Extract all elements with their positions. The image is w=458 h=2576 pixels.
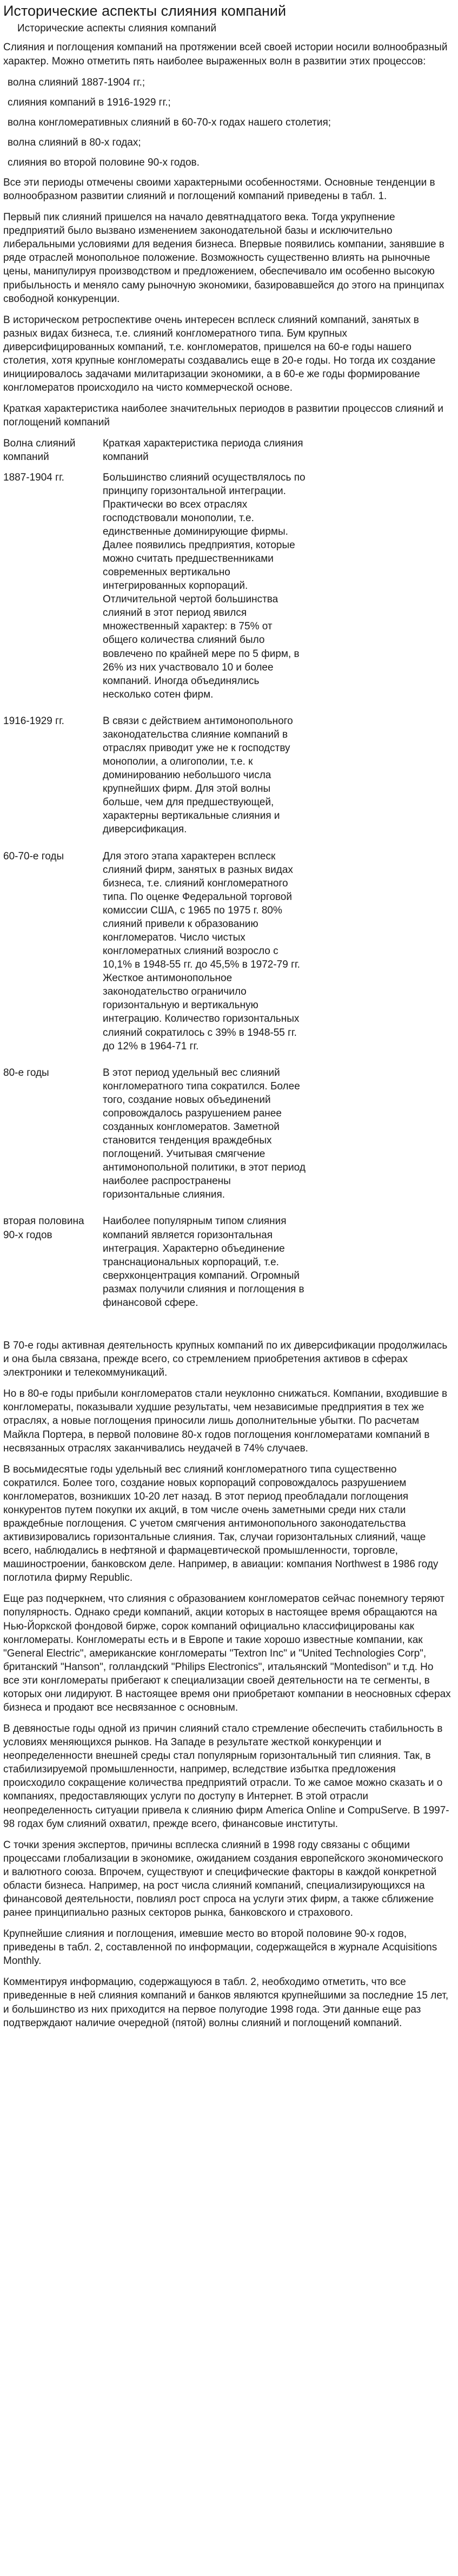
- table-cell-description: [103, 1214, 306, 1323]
- cell-text: Далее появились предприятия, которые можно считать предшественниками современных вертикально интегрированных корпораций.: [103, 539, 295, 592]
- cell-text: Жесткое антимонопольное законодательство ограничило горизонтальную и вертикальную интеграцию. Количество горизонтальных слияний сократилось с 39% в 1948-55 гг. до 12% в 1964-71 гг.: [103, 972, 300, 1052]
- merger-waves-list: [3, 76, 452, 169]
- list-item: волна слияний в 80-х годах;: [8, 136, 141, 148]
- body-paragraph: Крупнейшие слияния и поглощения, имевшие место во второй половине 90-х годов, приведены в табл. 2, составленной по информации, содержащейся в журнале Acquisitions Monthly.: [3, 1928, 437, 1967]
- table-row: [3, 1214, 306, 1323]
- table-row: [3, 850, 306, 1066]
- body-paragraph: Первый пик слияний пришелся на начало девятнадцатого века. Тогда укрупнение предприятий было вызвано изменением законодательной базы и исключительно либеральными условиями для ведения бизнеса. Впервые появились компании, занявшие в ряде отраслей монопольное положение. Возможность существенно влиять на рыночные цены, манипулируя производством и предложением, обеспечивало им особенно высокую прибыльность и меняло саму рыночную экономики, базировавшейся до этого на принципах свободной конкуренции.: [3, 212, 444, 305]
- cell-text: Большинство слияний осуществлялось по принципу горизонтальной интеграции. Практически во всех отраслях господствовали монополии, т.е. единственные доминирующие фирмы.: [103, 471, 306, 537]
- cell-text: В связи с действием антимонопольного законодательства слияние компаний в отраслях приводит уже не к господству монополии, а олигополии, т.е. к доминированию небольшого числа крупнейших фирм. Для этой волны больше, чем для предшествующей, характерны вертикальные слияния и диверсификация.: [103, 715, 293, 836]
- body-paragraph: Но в 80-е годы прибыли конгломератов стали неуклонно снижаться. Компании, входившие в конгломераты, показывали худшие результаты, чем независимые предприятия в тех же отраслях, а новые поглощения приносили лишь дополнительные убытки. По расчетам Майкла Портера, в первой половине 80-х годов поглощения конгломератами компаний в несвязанных отраслях заканчивались неудачей в 74% случаев.: [3, 1388, 448, 1454]
- table-header-row: [3, 437, 306, 470]
- body-paragraph: С точки зрения экспертов, причины всплеска слияний в 1998 году связаны с общими процессами глобализации в экономике, ожиданием создания европейского экономического и валютного союза. Впрочем, существуют и специфические факторы в каждой конкретной области бизнеса. Например, на рост числа слияний компаний, специализирующихся на финансовой деятельности, повлиял рост спроса на услуги этих фирм, а также сближение ранее принципиально разных секторов рынка, банковского и страхового.: [3, 1839, 443, 1919]
- table-cell-period: 80-е годы: [3, 1067, 49, 1079]
- page-subtitle: Исторические аспекты слияния компаний: [17, 23, 217, 35]
- table-cell-period: 60-70-е годы: [3, 850, 64, 862]
- intro-paragraph: Слияния и поглощения компаний на протяжении всей своей истории носили волнообразный характер. Можно отметить пять наиболее выраженных волн в развитии этих процессов:: [3, 42, 448, 67]
- table-row: [3, 1066, 306, 1215]
- cell-text: Для этого этапа характерен всплеск слияний фирм, занятых в разных видах бизнеса, т.е. слияний конгломератного типа. По оценке Федеральной торговой комиссии США, с 1965 по 1975 г. 80% слияний привели к образованию конгломератов. Число чистых конгломератных слияний возросло с 10,1% в 1948-55 гг. до 45,5% в 1972-79 гг.: [103, 850, 300, 971]
- table-caption: Краткая характеристика наиболее значительных периодов в развитии процессов слияний и поглощений компаний: [3, 403, 443, 429]
- list-item: слияния во второй половине 90-х годов.: [8, 156, 200, 168]
- table-header-description: Краткая характеристика периода слияния компаний: [103, 438, 303, 463]
- cell-text: В этот период удельный вес слияний конгломератного типа сократился. Более того, создание новых объединений сопровождалось разрушением ранее созданных конгломератов. Заметной становится тенденция враждебных поглощений. Учитывая смягчение антимонопольной политики, в этот период наиболее распространены горизонтальные слияния.: [103, 1067, 306, 1201]
- table-header-period: Волна слияний компаний: [3, 438, 76, 463]
- table-cell-description: [103, 850, 306, 1066]
- body-paragraph: Еще раз подчеркнем, что слияния с образованием конгломератов сейчас понемногу теряют популярность. Однако среди компаний, акции которых в настоящее время обращаются на Нью-Йоркской фондовой бирже, сорок компаний официально классифицированы как конгломераты. Конгломераты есть и в Европе и такие хорошо известные компании, как "General Electric", американские конгломераты "Textron Inc" и "United Technologies Corp", британский "Hanson", голландский "Philips Electronics", итальянский "Montedison" и т.д. Но все эти конгломераты прибегают к специализации своей деятельности на те сегменты, в которых они лидируют. В настоящее время они приобретают компании в неосновных сферах бизнеса и продают все несвязанное с основным.: [3, 1593, 451, 1713]
- body-paragraph: Комментируя информацию, содержащуюся в табл. 2, необходимо отметить, что все приведенные в ней слияния компаний и банков являются крупнейшими за последние 15 лет, и большинство из них приходится на первое полугодие 1998 года. Эти данные еще раз подтверждают наличие очередной (пятой) волны слияний и поглощений компаний.: [3, 1976, 449, 2029]
- page-title: Исторические аспекты слияния компаний: [3, 3, 287, 19]
- table-row: [3, 471, 306, 714]
- table-row: [3, 714, 306, 850]
- table-cell-period: вторая половина 90-х годов: [3, 1215, 84, 1241]
- table-cell-description: [103, 1066, 306, 1215]
- body-paragraph: В восьмидесятые годы удельный вес слияний конгломератного типа существенно сократился. Более того, создание новых корпораций сопровождалось разрушением конгломератов, возникших 10-20 лет назад. В этот период преобладали поглощения конкурентов путем покупки их акций, в том числе очень заметными среди них стали враждебные поглощения. С учетом смягчения антимонопольного законодательства активизировались горизонтальные слияния. Так, случаи горизонтальных слияний, чаще всего, наблюдались в нефтяной и фармацевтической промышленности, торговле, машиностроении, банковском деле. Например, в авиации: компания Northwest в 1986 году поглотила фирму Republic.: [3, 1463, 439, 1584]
- cell-text: Отличительной чертой большинства слияний в этот период явился множественный характер: в 75% от общего количества слияний было вовлечено по крайней мере по 5 фирм, в 26% из них участвовало 10 и более компаний. Иногда объединялись несколько сотен фирм.: [103, 594, 300, 700]
- body-paragraph: В 70-е годы активная деятельность крупных компаний по их диверсификации продолжилась и она была связана, прежде всего, со стремлением приобретения активов в сферах электроники и телекоммуникаций.: [3, 1340, 448, 1379]
- table-cell-description: [103, 714, 306, 850]
- cell-text: Наиболее популярным типом слияния компаний является горизонтальная интеграция. Характерно объединение транснациональных корпораций, т.е. сверхконцентрация компаний. Огромный размах получили слияния и поглощения в финансовой сфере.: [103, 1215, 304, 1309]
- body-paragraph: В историческом ретроспективе очень интересен всплеск слияний компаний, занятых в разных видах бизнеса, т.е. слияний конгломератного типа. Бум крупных диверсифицированных компаний, т.е. конгломератов, пришелся на 60-е годы нашего столетия, хотя крупные конгломераты создавались еще в 20-е годы. Но тогда их создание инициировалось задачами милитаризации экономики, а в 60-е же годы формирование конгломератов происходило на чисто коммерческой основе.: [3, 314, 436, 394]
- table-cell-description: [103, 471, 306, 714]
- list-item: волна конгломеративных слияний в 60-70-х годах нашего столетия;: [8, 116, 331, 128]
- list-item: слияния компаний в 1916-1929 гг.;: [8, 96, 171, 108]
- body-paragraph: Все эти периоды отмечены своими характерными особенностями. Основные тенденции в волнообразном развитии слияний и поглощений компаний приведены в табл. 1.: [3, 177, 435, 202]
- merger-waves-table: [3, 437, 306, 1323]
- list-item: волна слияний 1887-1904 гг.;: [8, 76, 145, 88]
- table-cell-period: 1887-1904 гг.: [3, 471, 64, 483]
- table-cell-period: 1916-1929 гг.: [3, 715, 64, 727]
- body-paragraph: В девяностые годы одной из причин слияний стало стремление обеспечить стабильность в условиях меняющихся рынков. На Западе в результате жесткой конкуренции и неопределенности внешней среды стал популярным горизонтальный тип слияния. Так, в стабилизируемой промышленности, например, вследствие избытка предложения происходило сокращение количества предприятий отрасли. То же самое можно сказать и о компаниях, предоставляющих услуги по доступу в Интернет. В этой отрасли неопределенность ситуации привела к слиянию фирм America Online и CompuServe. В 1997-98 годах бум слияний охватил, прежде всего, финансовые институты.: [3, 1723, 449, 1830]
